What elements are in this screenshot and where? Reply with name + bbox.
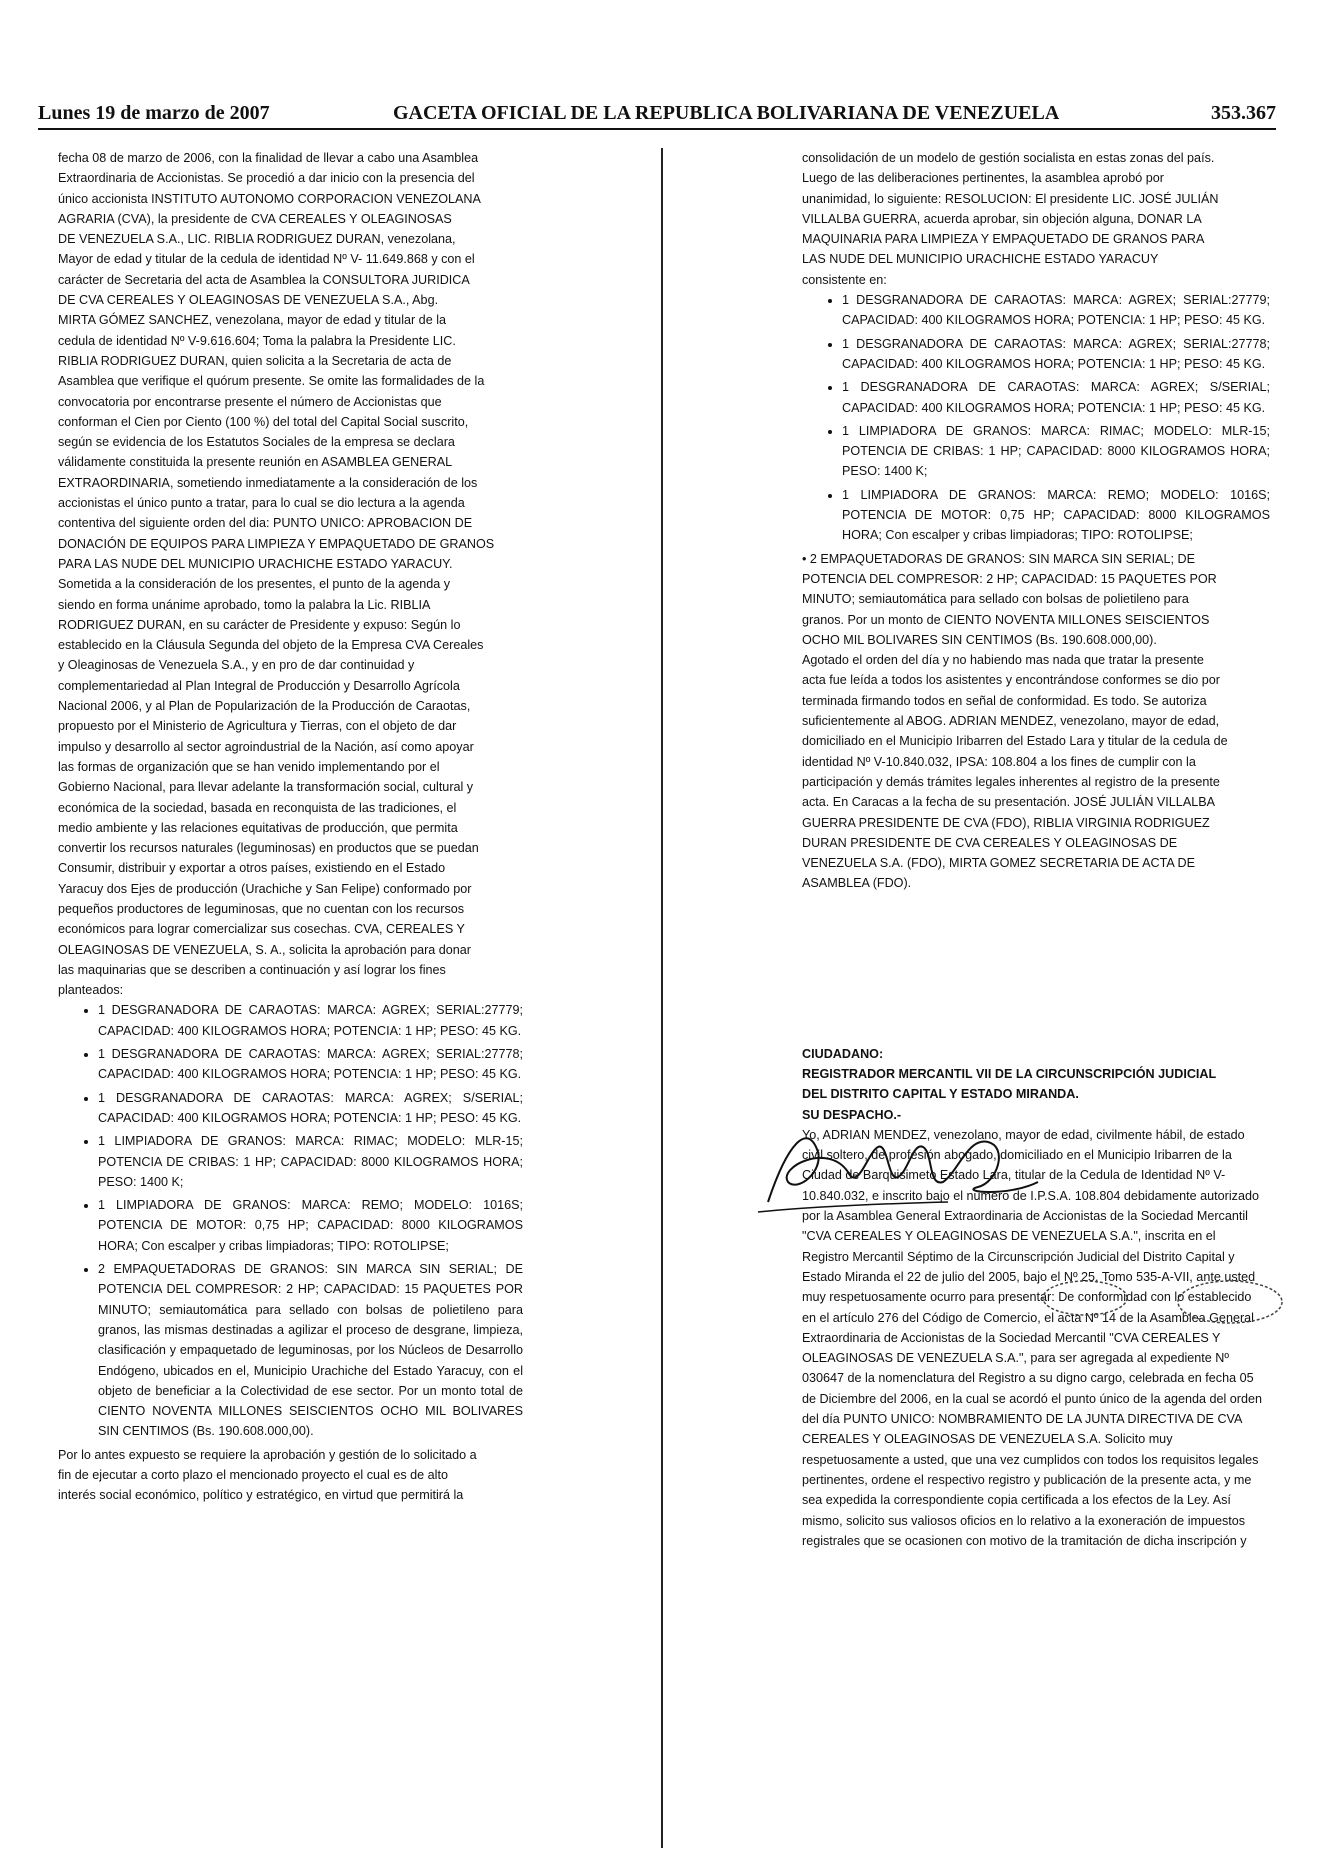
text-line: EXTRAORDINARIA, sometiendo inmediatamente a la consideración de los <box>58 475 478 490</box>
text-line: VILLALBA GUERRA, acuerda aprobar, sin objeción alguna, DONAR LA <box>802 211 1202 226</box>
signature-space <box>802 894 1270 1044</box>
text-line: del día PUNTO UNICO: NOMBRAMIENTO DE LA JUNTA DIRECTIVA DE CVA <box>802 1412 1243 1427</box>
text-line: en el artículo 276 del Código de Comercio, el acta Nº 14 de la Asamblea General <box>802 1310 1254 1325</box>
right-closing <box>802 650 1270 894</box>
address-line: SU DESPACHO.- <box>802 1107 902 1122</box>
text-line: Asamblea que verifique el quórum presente. Se omite las formalidades de la <box>58 374 485 389</box>
text-line: OLEAGINOSAS DE VENEZUELA S.A.", para ser agregada al expediente Nº <box>802 1351 1229 1366</box>
right-final-item <box>802 549 1270 650</box>
equipment-item: • 2 EMPAQUETADORAS DE GRANOS: SIN MARCA SIN SERIAL; DE POTENCIA DEL COMPRESOR: 2 HP; CAPACIDAD: 15 PAQUETES POR MINUTO; semiautomática para sellado con bolsas de polietileno para granos, las mismas destinadas a agilizar el proceso de desgrane, limpieza, clasificación y empaquetado de leguminosas, por los Núcleos de Desarrollo Endógeno, ubicados en el, Municipio Urachiche del Estado Yaracuy, con el objeto de beneficiar a la Colectividad de ese sector. Por un monto total de CIENTO NOVENTA MILLONES SEISCIENTOS OCHO MIL BOLIVARES SIN CENTIMOS (Bs. 190.608.000,00). <box>98 1259 523 1442</box>
text-line: las formas de organización que se han venido implementando por el <box>58 759 440 774</box>
text-line: ASAMBLEA (FDO). <box>802 876 912 891</box>
text-line: pertinentes, ordene el respectivo registro y publicación de la presente acta, y me <box>802 1472 1252 1487</box>
text-line: civil soltero, de profesión abogado, domiciliado en el Municipio Iribarren de la <box>802 1148 1232 1163</box>
text-line: interés social económico, político y estratégico, en virtud que permitirá la <box>58 1488 464 1503</box>
text-line: Consumir, distribuir y exportar a otros países, existiendo en el Estado <box>58 861 446 876</box>
equipment-item: • 1 DESGRANADORA DE CARAOTAS: MARCA: AGREX; SERIAL:27778; CAPACIDAD: 400 KILOGRAMOS HORA; POTENCIA: 1 HP; PESO: 45 KG. <box>98 1044 523 1085</box>
left-equipment-list <box>58 1000 523 1441</box>
text-line: contentiva del siguiente orden del dia: PUNTO UNICO: APROBACION DE <box>58 516 473 531</box>
text-line: suficientemente al ABOG. ADRIAN MENDEZ, venezolano, mayor de edad, <box>802 714 1220 729</box>
text-line: planteados: <box>58 983 124 998</box>
text-line: establecido en la Cláusula Segunda del objeto de la Empresa CVA Cereales <box>58 638 484 653</box>
text-line: Por lo antes expuesto se requiere la aprobación y gestión de lo solicitado a <box>58 1447 477 1462</box>
text-line: sea expedida la correspondiente copia certificada a los efectos de la Ley. Así <box>802 1493 1231 1508</box>
gazette-header <box>38 98 1276 130</box>
text-line: 030647 de la nomenclatura del Registro a su digno cargo, celebrada en fecha 05 <box>802 1371 1254 1386</box>
registry-seal <box>1175 1278 1285 1326</box>
text-line: OLEAGINOSAS DE VENEZUELA, S. A., solicita la aprobación para donar <box>58 942 471 957</box>
text-line: respetuosamente a usted, que una vez cumplidos con todos los requisitos legales <box>802 1452 1259 1467</box>
text-line: CEREALES Y OLEAGINOSAS DE VENEZUELA S.A. Solicito muy <box>802 1432 1173 1447</box>
equipment-item: • 1 DESGRANADORA DE CARAOTAS: MARCA: AGREX; S/SERIAL; CAPACIDAD: 400 KILOGRAMOS HORA; POTENCIA: 1 HP; PESO: 45 KG. <box>98 1088 523 1129</box>
text-line: MINUTO; semiautomática para sellado con bolsas de polietileno para <box>802 592 1189 607</box>
text-line: PARA LAS NUDE DEL MUNICIPIO URACHICHE ESTADO YARACUY. <box>58 556 453 571</box>
handwritten-signature <box>748 1112 1048 1222</box>
text-line: Ciudad de Barquisimeto Estado Lara, titular de la Cedula de Identidad Nº V- <box>802 1168 1226 1183</box>
text-line: DONACIÓN DE EQUIPOS PARA LIMPIEZA Y EMPAQUETADO DE GRANOS <box>58 536 495 551</box>
text-line: por la Asamblea General Extraordinaria de Accionistas de la Sociedad Mercantil <box>802 1209 1248 1224</box>
text-line: "CVA CEREALES Y OLEAGINOSAS DE VENEZUELA S.A.", inscrita en el <box>802 1229 1216 1244</box>
text-line: consolidación de un modelo de gestión socialista en estas zonas del país. <box>802 151 1215 165</box>
equipment-item: • 1 DESGRANADORA DE CARAOTAS: MARCA: AGREX; SERIAL:27779; CAPACIDAD: 400 KILOGRAMOS HORA; POTENCIA: 1 HP; PESO: 45 KG. <box>842 290 1270 331</box>
text-line: RIBLIA RODRIGUEZ DURAN, quien solicita a la Secretaria de acta de <box>58 353 452 368</box>
equipment-item: • 1 DESGRANADORA DE CARAOTAS: MARCA: AGREX; SERIAL:27778; CAPACIDAD: 400 KILOGRAMOS HORA; POTENCIA: 1 HP; PESO: 45 KG. <box>842 334 1270 375</box>
text-line: impulso y desarrollo al sector agroindustrial de la Nación, así como apoyar <box>58 739 474 754</box>
equipment-item: • 1 LIMPIADORA DE GRANOS: MARCA: RIMAC; MODELO: MLR-15; POTENCIA DE CRIBAS: 1 HP; CAPACIDAD: 8000 KILOGRAMOS HORA; PESO: 1400 K; <box>842 421 1270 482</box>
header-page-number: 353.367 <box>1211 102 1276 124</box>
column-divider <box>661 148 663 1848</box>
text-line: Yo, ADRIAN MENDEZ, venezolano, mayor de edad, civilmente hábil, de estado <box>802 1127 1245 1142</box>
text-line: Estado Miranda el 22 de julio del 2005, bajo el Nº 25, Tomo 535-A-VII, ante usted <box>802 1269 1256 1284</box>
text-line: acta. En Caracas a la fecha de su presentación. JOSÉ JULIÁN VILLALBA <box>802 795 1216 810</box>
text-line: DE CVA CEREALES Y OLEAGINOSAS DE VENEZUELA S.A., Abg. <box>58 293 439 308</box>
text-line: según se evidencia de los Estatutos Sociales de la empresa se declara <box>58 435 455 450</box>
header-title: GACETA OFICIAL DE LA REPUBLICA BOLIVARIANA DE VENEZUELA <box>393 102 1060 124</box>
text-line: unanimidad, lo siguiente: RESOLUCION: El presidente LIC. JOSÉ JULIÁN <box>802 191 1219 206</box>
registry-stamp <box>1040 1278 1130 1318</box>
equipment-item: • 1 LIMPIADORA DE GRANOS: MARCA: REMO; MODELO: 1016S; POTENCIA DE MOTOR: 0,75 HP; CAPACIDAD: 8000 KILOGRAMOS HORA; Con escalper y cribas limpiadoras; TIPO: ROTOLIPSE; <box>842 485 1270 546</box>
text-line: MAQUINARIA PARA LIMPIEZA Y EMPAQUETADO DE GRANOS PARA <box>802 232 1205 247</box>
text-line: fin de ejecutar a corto plazo el mencionado proyecto el cual es de alto <box>58 1468 448 1482</box>
header-date: Lunes 19 de marzo de 2007 <box>38 102 270 124</box>
text-line: complementariedad al Plan Integral de Producción y Desarrollo Agrícola <box>58 678 460 693</box>
text-line: Sometida a la consideración de los presentes, el punto de la agenda y <box>58 577 451 592</box>
text-line: convocatoria por encontrarse presente el número de Accionistas que <box>58 394 442 409</box>
text-line: DURAN PRESIDENTE DE CVA CEREALES Y OLEAGINOSAS DE <box>802 835 1178 850</box>
left-closing <box>58 1445 523 1506</box>
text-line: muy respetuosamente ocurro para presentar: De conformidad con lo establecido <box>802 1290 1252 1305</box>
equipment-item: • 1 LIMPIADORA DE GRANOS: MARCA: RIMAC; MODELO: MLR-15; POTENCIA DE CRIBAS: 1 HP; CAPACIDAD: 8000 KILOGRAMOS HORA; PESO: 1400 K; <box>98 1131 523 1192</box>
text-line: propuesto por el Ministerio de Agricultura y Tierras, con el objeto de dar <box>58 719 457 734</box>
text-line: de Diciembre del 2006, en la cual se acordó el punto único de la agenda del orden <box>802 1391 1262 1406</box>
text-line: único accionista INSTITUTO AUTONOMO CORPORACION VENEZOLANA <box>58 191 481 206</box>
text-line: GUERRA PRESIDENTE DE CVA (FDO), RIBLIA VIRGINIA RODRIGUEZ <box>802 815 1210 830</box>
text-line: cedula de identidad Nº V-9.616.604; Toma la palabra la Presidente LIC. <box>58 333 456 348</box>
text-line: Mayor de edad y titular de la cedula de identidad Nº V- 11.649.868 y con el <box>58 252 475 267</box>
text-line: las maquinarias que se describen a continuación y así lograr los fines <box>58 962 446 977</box>
text-line: Registro Mercantil Séptimo de la Circunscripción Judicial del Distrito Capital y <box>802 1249 1235 1264</box>
equipment-item: • 1 DESGRANADORA DE CARAOTAS: MARCA: AGREX; SERIAL:27779; CAPACIDAD: 400 KILOGRAMOS HORA; POTENCIA: 1 HP; PESO: 45 KG. <box>98 1000 523 1041</box>
address-line: CIUDADANO: <box>802 1046 884 1061</box>
address-line: DEL DISTRITO CAPITAL Y ESTADO MIRANDA. <box>802 1087 1079 1102</box>
text-line: Nacional 2006, y al Plan de Popularización de la Producción de Caraotas, <box>58 699 471 714</box>
text-line: RODRIGUEZ DURAN, en su carácter de Presidente y expuso: Según lo <box>58 617 461 632</box>
text-line: granos. Por un monto de CIENTO NOVENTA MILLONES SEISCIENTOS <box>802 612 1210 627</box>
text-line: convertir los recursos naturales (leguminosas) en productos que se puedan <box>58 841 479 856</box>
text-line: POTENCIA DEL COMPRESOR: 2 HP; CAPACIDAD: 15 PAQUETES POR <box>802 571 1217 586</box>
right-intro <box>802 148 1270 290</box>
text-line: pequeños productores de leguminosas, que no cuentan con los recursos <box>58 901 465 916</box>
text-line: 10.840.032, e inscrito bajo el numero de I.P.S.A. 108.804 debidamente autorizado <box>802 1188 1259 1203</box>
text-line: económica de la sociedad, basada en reconquista de las tradiciones, el <box>58 800 457 815</box>
text-line: consistente en: <box>802 272 887 287</box>
text-line: conforman el Cien por Ciento (100 %) del total del Capital Social suscrito, <box>58 414 469 429</box>
text-line: Yaracuy dos Ejes de producción (Urachiche y San Felipe) conformado por <box>58 881 472 896</box>
text-line: registrales que se ocasionen con motivo de la tramitación de dicha inscripción y <box>802 1533 1247 1548</box>
text-line: Luego de las deliberaciones pertinentes, la asamblea aprobó por <box>802 171 1164 186</box>
text-line: carácter de Secretaria del acta de Asamblea la CONSULTORA JURIDICA <box>58 272 470 287</box>
text-line: domiciliado en el Municipio Iribarren del Estado Lara y titular de la cedula de <box>802 734 1228 749</box>
text-line: participación y demás trámites legales inherentes al registro de la presente <box>802 774 1220 789</box>
left-intro <box>58 148 523 1000</box>
equipment-item: • 1 DESGRANADORA DE CARAOTAS: MARCA: AGREX; S/SERIAL; CAPACIDAD: 400 KILOGRAMOS HORA; POTENCIA: 1 HP; PESO: 45 KG. <box>842 377 1270 418</box>
text-line: y Oleaginosas de Venezuela S.A., y en pro de dar continuidad y <box>58 658 415 673</box>
text-line: • 2 EMPAQUETADORAS DE GRANOS: SIN MARCA SIN SERIAL; DE <box>802 551 1196 566</box>
equipment-item: • 1 LIMPIADORA DE GRANOS: MARCA: REMO; MODELO: 1016S; POTENCIA DE MOTOR: 0,75 HP; CAPACIDAD: 8000 KILOGRAMOS HORA; Con escalper y cribas limpiadoras; TIPO: ROTOLIPSE; <box>98 1195 523 1256</box>
text-line: MIRTA GÓMEZ SANCHEZ, venezolana, mayor de edad y titular de la <box>58 313 446 328</box>
text-line: AGRARIA (CVA), la presidente de CVA CEREALES Y OLEAGINOSAS <box>58 211 452 226</box>
text-line: accionistas el único punto a tratar, para lo cual se dio lectura a la agenda <box>58 496 465 511</box>
left-column <box>58 148 523 1506</box>
text-line: identidad Nº V-10.840.032, IPSA: 108.804 a los fines de cumplir con la <box>802 754 1196 769</box>
text-line: medio ambiente y las relaciones equitativas de producción, que permita <box>58 820 458 835</box>
address-line: REGISTRADOR MERCANTIL VII DE LA CIRCUNSCRIPCIÓN JUDICIAL <box>802 1066 1217 1081</box>
text-line: válidamente constituida la presente reunión en ASAMBLEA GENERAL <box>58 455 453 470</box>
text-line: VENEZUELA S.A. (FDO), MIRTA GOMEZ SECRETARIA DE ACTA DE <box>802 856 1196 871</box>
text-line: económicos para lograr comercializar sus cosechas. CVA, CEREALES Y <box>58 922 465 937</box>
text-line: fecha 08 de marzo de 2006, con la finalidad de llevar a cabo una Asamblea <box>58 151 479 165</box>
text-line: LAS NUDE DEL MUNICIPIO URACHICHE ESTADO YARACUY <box>802 252 1159 267</box>
text-line: siendo en forma unánime aprobado, tomo la palabra la Lic. RIBLIA <box>58 597 431 612</box>
text-line: terminada firmando todos en señal de conformidad. Es todo. Se autoriza <box>802 693 1207 708</box>
text-line: Extraordinaria de Accionistas. Se procedió a dar inicio con la presencia del <box>58 171 475 186</box>
text-line: acta fue leída a todos los asistentes y encontrándose conformes se dio por <box>802 673 1220 688</box>
right-column <box>802 148 1270 1551</box>
text-line: Gobierno Nacional, para llevar adelante la transformación social, cultural y <box>58 780 474 795</box>
text-line: DE VENEZUELA S.A., LIC. RIBLIA RODRIGUEZ DURAN, venezolana, <box>58 232 456 247</box>
text-line: OCHO MIL BOLIVARES SIN CENTIMOS (Bs. 190.608.000,00). <box>802 632 1157 647</box>
right-equipment-list <box>802 290 1270 546</box>
text-line: Agotado el orden del día y no habiendo mas nada que tratar la presente <box>802 653 1204 668</box>
text-line: Extraordinaria de Accionistas de la Sociedad Mercantil "CVA CEREALES Y <box>802 1330 1221 1345</box>
text-line: mismo, solicito sus valiosos oficios en lo relativo a la exoneración de impuestos <box>802 1513 1246 1528</box>
